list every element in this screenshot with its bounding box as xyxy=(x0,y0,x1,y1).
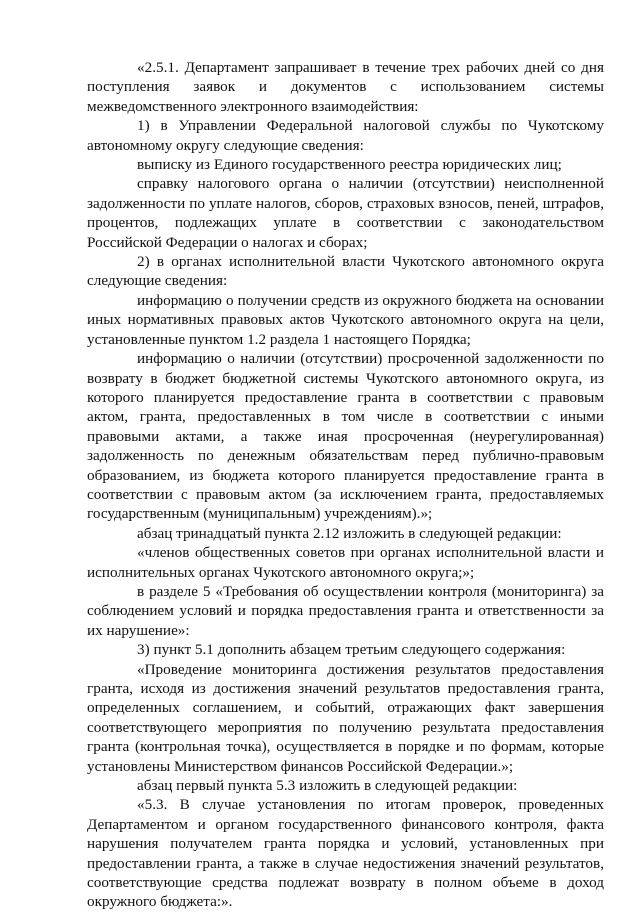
paragraph-2-12-amendment: абзац тринадцатый пункта 2.12 изложить в следующей редакции: xyxy=(137,524,562,542)
paragraph-tax-certificate: справку налогового органа о наличии (отсутствии) неисполненной задолженности по уплате налогов, сборов, страховых взносов, пеней, штрафов, процентов, подлежащих уплате в соответствии с законодательством Российской Федерации о налогах и сборах; xyxy=(87,175,604,251)
paragraph-5-3-amendment: абзац первый пункта 5.3 изложить в следующей редакции: xyxy=(137,777,518,795)
paragraph-5-1-addition: 3) пункт 5.1 дополнить абзацем третьим следующего содержания: xyxy=(137,641,566,659)
paragraph-fns-intro: 1) в Управлении Федеральной налоговой службы по Чукотскому автономному округу следующие сведения: xyxy=(87,117,604,154)
paragraph-5-3-text: «5.3. В случае установления по итогам проверок, проведенных Департаментом и органом государственного финансового контроля, факта нарушения получателем гранта порядка и условий, установленных при предоставлении гранта, а также в случае недостижения значений результатов, соответствующие средства подлежат возврату в полном объеме в доход окружного бюджета:». xyxy=(87,796,604,911)
paragraph-2-5-1: «2.5.1. Департамент запрашивает в течение трех рабочих дней со дня поступления заявок и документов с использованием системы межведомственного электронного взаимодействия: xyxy=(87,59,604,115)
paragraph-executive-bodies-intro: 2) в органах исполнительной власти Чукотского автономного округа следующие сведения: xyxy=(87,253,604,290)
paragraph-overdue-debt-info: информацию о наличии (отсутствии) просроченной задолженности по возврату в бюджет бюджетной системы Чукотского автономного округа, из которого планируется предоставление гранта в соответствии с правовым актом, гранта, предоставленных в том числе в соответствии с иными правовыми актами, а также иная просроченная (неурегулированная) задолженность по денежным обязательствам перед публично-правовым образованием, из бюджета которого планируется предоставление гранта в соответствии с правовым актом (за исключением гранта, предоставляемых государственным (муниципальным) учреждениям).»; xyxy=(87,350,604,523)
paragraph-budget-funds-info: информацию о получении средств из окружного бюджета на основании иных нормативных правовых актов Чукотского автономного округа на цели, установленные пунктом 1.2 раздела 1 настоящего Порядка; xyxy=(87,291,604,348)
paragraph-councils-members: «членов общественных советов при органах исполнительной власти и исполнительных органах Чукотского автономного округа;»; xyxy=(87,544,604,581)
paragraph-section-5-title: в разделе 5 «Требования об осуществлении контроля (мониторинга) за соблюдением условий и порядка предоставления гранта и ответственности за их нарушение»: xyxy=(87,582,604,639)
paragraph-monitoring: «Проведение мониторинга достижения результатов предоставления гранта, исходя из достижения значений результатов предоставления гранта, определенных соглашением, и событий, отражающих факт завершения соответствующего мероприятия по получению результата предоставления гранта (контрольная точка), осуществляется в порядке и по формам, которые установлены Министерством финансов Российской Федерации.»; xyxy=(87,660,604,775)
paragraph-egrul-extract: выписку из Единого государственного реестра юридических лиц; xyxy=(137,156,562,174)
document-page xyxy=(87,58,604,912)
